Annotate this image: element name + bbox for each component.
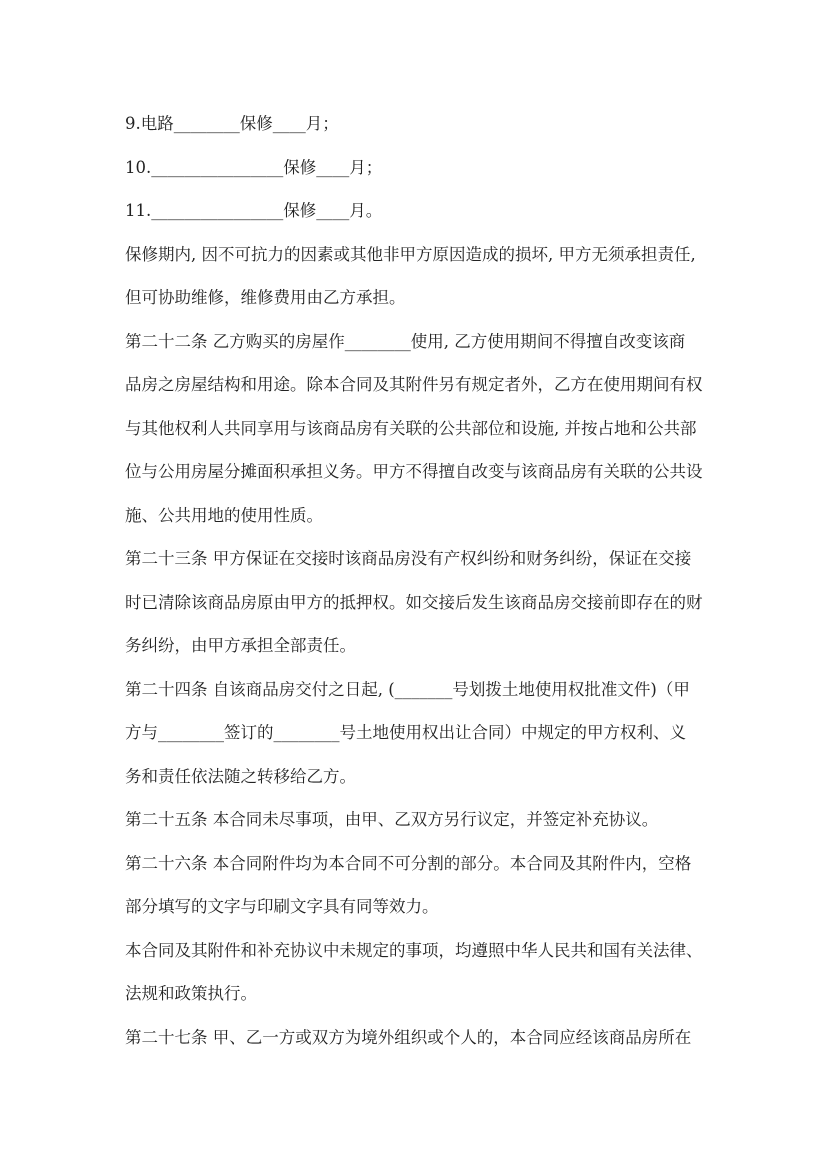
- text-line: 时已清除该商品房原由甲方的抵押权。如交接后发生该商品房交接前即存在的财: [125, 592, 703, 612]
- paragraph: [125, 233, 725, 320]
- text-line: 保修期内, 因不可抗力的因素或其他非甲方原因造成的损坏, 甲方无须承担责任,: [125, 244, 696, 264]
- text-line: 务纠纷，由甲方承担全部责任。: [125, 636, 356, 655]
- text-line: 务和责任依法随之转移给乙方。: [125, 766, 356, 786]
- text-line: 法规和政策执行。: [125, 984, 257, 1003]
- paragraph: [125, 146, 725, 190]
- text-line: 9.电路________保修____月；: [125, 114, 339, 133]
- text-line: 方与________签订的________号土地使用权出让合同）中规定的甲方权利、义: [125, 723, 686, 742]
- paragraph: [125, 929, 725, 1016]
- paragraph: [125, 320, 725, 538]
- text-line: 施、公共用地的使用性质。: [125, 505, 323, 525]
- document-page: [125, 102, 725, 1059]
- text-line: 位与公用房屋分摊面积承担义务。甲方不得擅自改变与该商品房有关联的公共设: [125, 462, 703, 481]
- paragraph: [125, 668, 725, 799]
- text-line: 第二十七条 甲、乙一方或双方为境外组织或个人的，本合同应经该商品房所在: [125, 1027, 692, 1047]
- paragraph: [125, 537, 725, 668]
- text-line: 第二十五条 本合同未尽事项，由甲、乙双方另行议定，并签定补充协议。: [125, 810, 659, 829]
- paragraph: [125, 102, 725, 146]
- text-line: 与其他权利人共同享用与该商品房有关联的公共部位和设施, 并按占地和公共部: [125, 418, 697, 438]
- text-line: 11.________________保修____月。: [125, 201, 383, 220]
- text-line: 第二十二条 乙方购买的房屋作________使用, 乙方使用期间不得擅自改变该商: [125, 331, 686, 351]
- paragraph: [125, 798, 725, 842]
- paragraph: [125, 1016, 725, 1060]
- text-line: 本合同及其附件和补充协议中未规定的事项，均遵照中华人民共和国有关法律、: [125, 940, 703, 960]
- text-line: 第二十六条 本合同附件均为本合同不可分割的部分。本合同及其附件内，空格: [125, 853, 692, 873]
- text-line: 品房之房屋结构和用途。除本合同及其附件另有规定者外，乙方在使用期间有权: [125, 375, 703, 394]
- paragraph: [125, 189, 725, 233]
- text-line: 10.________________保修____月；: [125, 157, 383, 177]
- text-line: 部分填写的文字与印刷文字具有同等效力。: [125, 897, 439, 916]
- text-line: 第二十三条 甲方保证在交接时该商品房没有产权纠纷和财务纠纷，保证在交接: [125, 549, 692, 568]
- text-line: 但可协助维修，维修费用由乙方承担。: [125, 288, 406, 307]
- paragraph: [125, 842, 725, 929]
- text-line: 第二十四条 自该商品房交付之日起, (_______号划拨土地使用权批准文件)（甲: [125, 679, 690, 699]
